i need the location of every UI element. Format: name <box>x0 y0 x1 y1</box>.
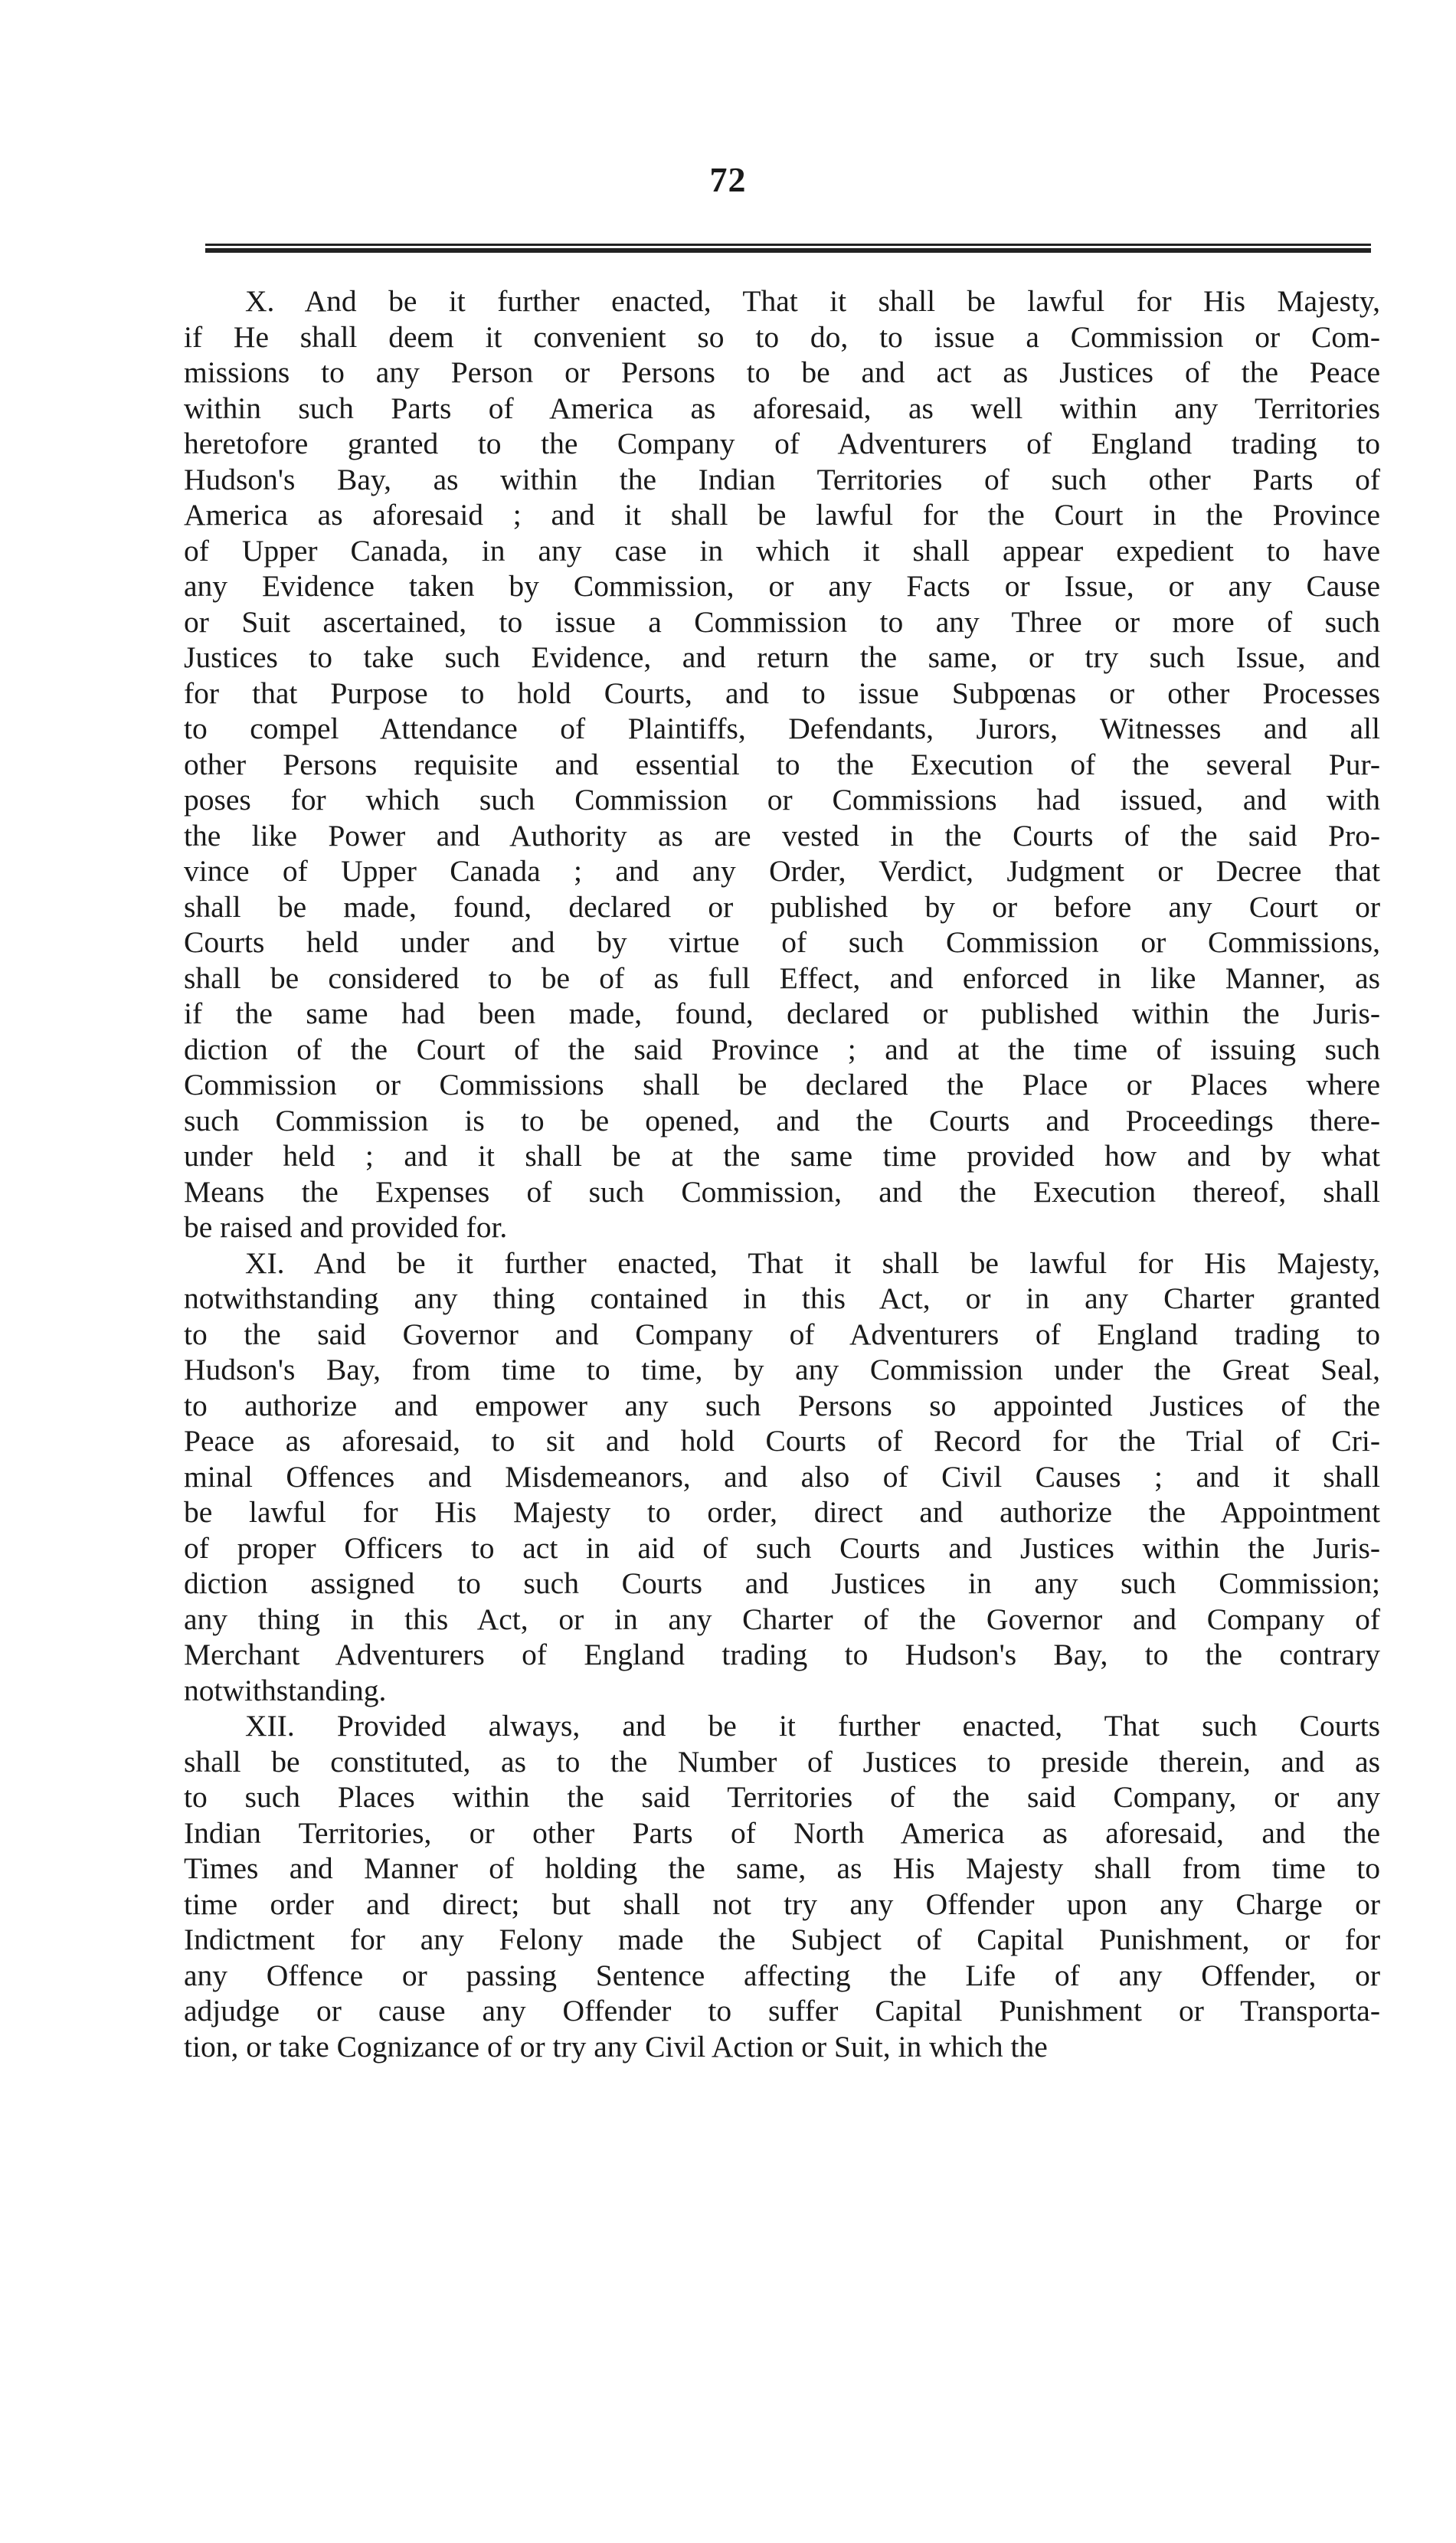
text-line: time order and direct; but shall not try any Offender upon any Charge or <box>184 1887 1380 1921</box>
text-line: to authorize and empower any such Persons so appointed Justices of the <box>184 1388 1380 1422</box>
text-line: Peace as aforesaid, to sit and hold Courts of Record for the Trial of Cri- <box>184 1424 1380 1458</box>
body-text <box>184 283 1380 2064</box>
text-line: shall be made, found, declared or published by or before any Court or <box>184 889 1380 924</box>
text-line: Means the Expenses of such Commission, and the Execution thereof, shall <box>184 1174 1380 1209</box>
text-line: Hudson's Bay, as within the Indian Territories of such other Parts of <box>184 462 1380 496</box>
text-line: Merchant Adventurers of England trading to Hudson's Bay, to the contrary <box>184 1638 1380 1671</box>
text-line: diction assigned to such Courts and Justices in any such Commission; <box>184 1566 1380 1600</box>
text-line: for that Purpose to hold Courts, and to issue Subpœnas or other Processes <box>184 676 1380 710</box>
paragraph-section-xii <box>184 1708 1380 2064</box>
text-line: XI. And be it further enacted, That it shall be lawful for His Majesty, <box>245 1245 1380 1280</box>
text-line: any Offence or passing Sentence affecting the Life of any Offender, or <box>184 1958 1380 1992</box>
header-rule <box>205 244 1371 254</box>
text-line: of proper Officers to act in aid of such Courts and Justices within the Juris- <box>184 1530 1380 1565</box>
text-line: missions to any Person or Persons to be and act as Justices of the Peace <box>184 355 1380 389</box>
text-line: X. And be it further enacted, That it shall be lawful for His Majesty, <box>245 284 1380 318</box>
text-line: Times and Manner of holding the same, as His Majesty shall from time to <box>184 1851 1380 1885</box>
text-line: vince of Upper Canada ; and any Order, Verdict, Judgment or Decree that <box>184 854 1380 888</box>
text-line: notwithstanding any thing contained in this Act, or in any Charter granted <box>184 1281 1380 1315</box>
text-line: Indictment for any Felony made the Subject of Capital Punishment, or for <box>184 1923 1380 1956</box>
text-line: under held ; and it shall be at the same time provided how and by what <box>184 1139 1380 1173</box>
text-line: tion, or take Cognizance of or try any Civil Action or Suit, in which the <box>184 2029 1048 2064</box>
text-line: Hudson's Bay, from time to time, by any Commission under the Great Seal, <box>184 1353 1380 1386</box>
text-line: any Evidence taken by Commission, or any Facts or Issue, or any Cause <box>184 569 1380 603</box>
text-line: to such Places within the said Territories of the said Company, or any <box>184 1780 1380 1814</box>
text-line: if He shall deem it convenient so to do, to issue a Commission or Com- <box>184 319 1380 354</box>
text-line: America as aforesaid ; and it shall be lawful for the Court in the Province <box>184 498 1380 532</box>
text-line: minal Offences and Misdemeanors, and also of Civil Causes ; and it shall <box>184 1459 1380 1494</box>
text-line: notwithstanding. <box>184 1673 387 1707</box>
text-line: adjudge or cause any Offender to suffer Capital Punishment or Transporta- <box>184 1994 1380 2028</box>
text-line: shall be considered to be of as full Effect, and enforced in like Manner, as <box>184 961 1380 995</box>
text-line: of Upper Canada, in any case in which it shall appear expedient to have <box>184 533 1380 568</box>
text-line: within such Parts of America as aforesaid, as well within any Territories <box>184 391 1380 425</box>
text-line: Indian Territories, or other Parts of North America as aforesaid, and the <box>184 1815 1380 1850</box>
text-line: or Suit ascertained, to issue a Commission to any Three or more of such <box>184 604 1380 639</box>
paragraph-section-xi <box>184 1245 1380 1709</box>
text-line: Commission or Commissions shall be declared the Place or Places where <box>184 1068 1380 1101</box>
text-line: if the same had been made, found, declared or published within the Juris- <box>184 997 1380 1030</box>
text-line: diction of the Court of the said Province ; and at the time of issuing such <box>184 1032 1380 1066</box>
text-line: to the said Governor and Company of Adventurers of England trading to <box>184 1317 1380 1351</box>
text-line: be lawful for His Majesty to order, direct and authorize the Appointment <box>184 1495 1380 1529</box>
text-line: XII. Provided always, and be it further enacted, That such Courts <box>245 1709 1380 1743</box>
header-rule-thin <box>205 244 1371 246</box>
text-line: such Commission is to be opened, and the Courts and Proceedings there- <box>184 1103 1380 1137</box>
text-line: Courts held under and by virtue of such Commission or Commissions, <box>184 925 1380 959</box>
text-line: other Persons requisite and essential to the Execution of the several Pur- <box>184 747 1380 781</box>
text-line: any thing in this Act, or in any Charter of the Governor and Company of <box>184 1602 1380 1636</box>
header-rule-thick <box>205 248 1371 253</box>
text-line: poses for which such Commission or Commissions had issued, and with <box>184 783 1380 817</box>
paragraph-section-x <box>184 283 1380 1245</box>
text-line: Justices to take such Evidence, and return the same, or try such Issue, and <box>184 640 1380 674</box>
text-line: to compel Attendance of Plaintiffs, Defendants, Jurors, Witnesses and all <box>184 712 1380 745</box>
text-line: the like Power and Authority as are vested in the Courts of the said Pro- <box>184 818 1380 853</box>
text-line: be raised and provided for. <box>184 1210 508 1244</box>
page-number: 72 <box>709 160 747 199</box>
text-line: shall be constituted, as to the Number of Justices to preside therein, and as <box>184 1744 1380 1779</box>
text-line: heretofore granted to the Company of Adventurers of England trading to <box>184 427 1380 460</box>
